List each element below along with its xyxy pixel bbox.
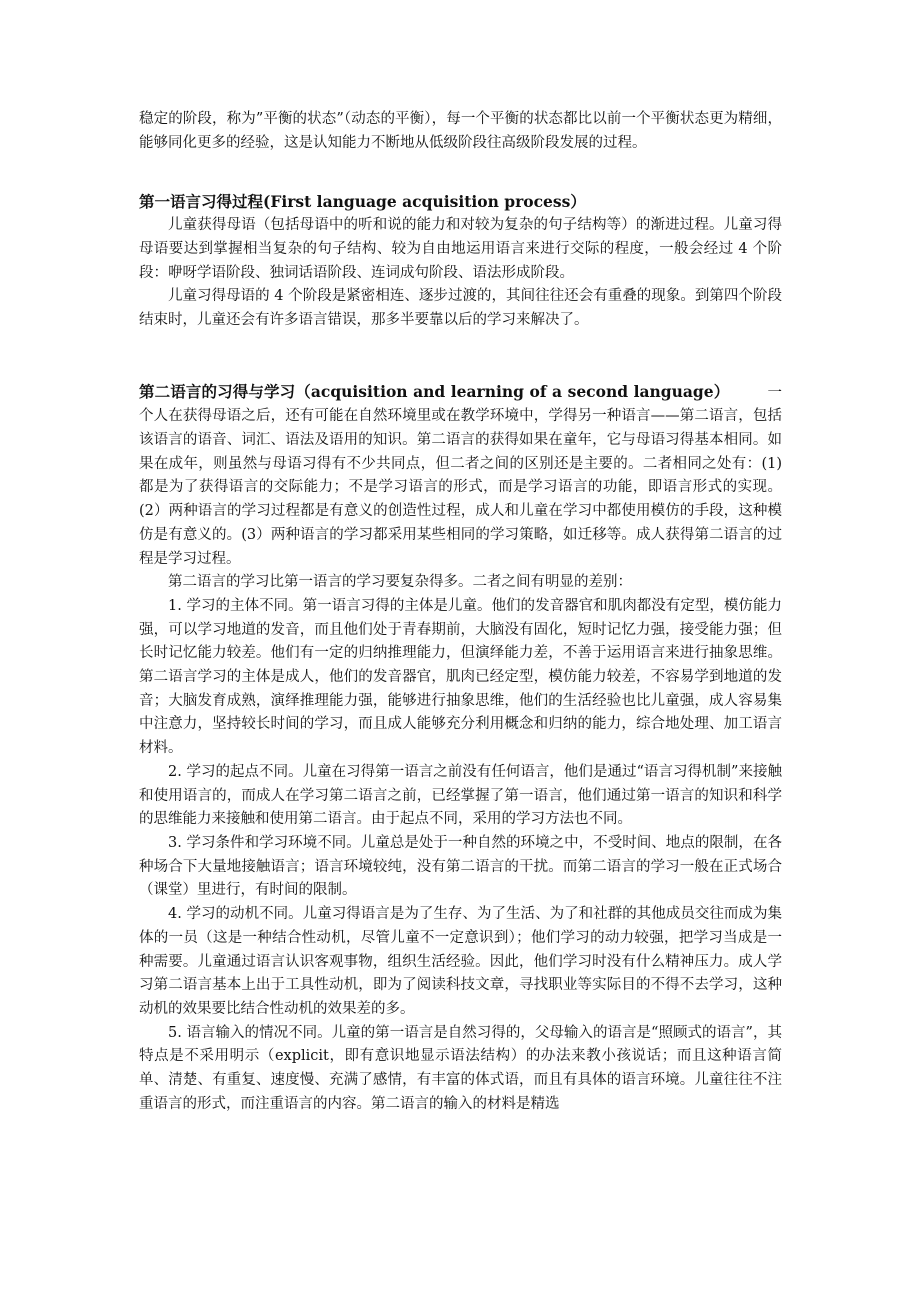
- section2-list-item: 5. 语言输入的情况不同。儿童的第一语言是自然习得的，父母输入的语言是“照顾式的语言”，其特点是不采用明示（explicit，即有意识地显示语法结构）的办法来教小孩说话；而且这种语言简单、清楚、有重复、速度慢、充满了感情，有丰富的体式语，而且有具体的语言环境。儿童往往不注重语言的形式，而注重语言的内容。第二语言的输入的材料是精选: [139, 1024, 782, 1112]
- section2-paragraph: 第二语言的学习比第一语言的学习要复杂得多。二者之间有明显的差别：: [168, 574, 632, 591]
- section2-heading: 第二语言的习得与学习（acquisition and learning of a second language）: [139, 381, 730, 401]
- section2-list-item: 3. 学习条件和学习环境不同。儿童总是处于一种自然的环境之中，不受时间、地点的限制，在各种场合下大量地接触语言；语言环境较纯，没有第二语言的干扰。而第二语言的学习一般在正式场合（课堂）里进行，有时间的限制。: [139, 834, 782, 899]
- section2-lead-paragraph: [139, 380, 782, 572]
- document-page: [139, 108, 782, 1116]
- section-spacer: [139, 155, 782, 190]
- section1-paragraph: 儿童获得母语（包括母语中的听和说的能力和对较为复杂的句子结构等）的渐进过程。儿童习得母语要达到掌握相当复杂的句子结构、较为自由地运用语言来进行交际的程度，一般会经过 4 个阶段：咿呀学语阶段、独词话语阶段、连词成句阶段、语法形成阶段。: [139, 217, 782, 281]
- section2-lead-text: 一个人在获得母语之后，还有可能在自然环境里或在教学环境中，学得另一种语言——第二语言，包括该语言的语音、词汇、语法及语用的知识。第二语言的获得如果在童年，它与母语习得基本相同。如果在成年，则虽然与母语习得有不少共同点，但二者之间的区别还是主要的。二者相同之处有：(1)都是为了获得语言的交际能力；不是学习语言的形式，而是学习语言的功能，即语言形式的实现。(2）两种语言的学习过程都是有意义的创造性过程，成人和儿童在学习中都使用模仿的手段，这种模仿是有意义的。(3）两种语言的学习都采用某些相同的学习策略，如迁移等。成人获得第二语言的过程是学习过程。: [139, 384, 782, 567]
- section2-list-item: 1. 学习的主体不同。第一语言习得的主体是儿童。他们的发音器官和肌肉都没有定型，模仿能力强，可以学习地道的发音，而且他们处于青春期前，大脑没有固化，短时记忆力强，接受能力强；但长时记忆能力较差。他们有一定的归纳推理能力，但演绎能力差，不善于运用语言来进行抽象思维。第二语言学习的主体是成人，他们的发音器官，肌肉已经定型，模仿能力较差，不容易学到地道的发音；大脑发育成熟，演绎推理能力强，能够进行抽象思维，他们的生活经验也比儿童强，成人容易集中注意力，坚持较长时间的学习，而且成人能够充分利用概念和归纳的能力，综合地处理、加工语言材料。: [139, 597, 782, 757]
- section1-heading: 第一语言习得过程(First language acquisition process）: [139, 192, 586, 212]
- section-spacer: [139, 333, 782, 380]
- intro-paragraph: 稳定的阶段，称为”平衡的状态”（动态的平衡），每一个平衡的状态都比以前一个平衡状态更为精细，能够同化更多的经验，这是认知能力不断地从低级阶段往高级阶段发展的过程。: [139, 111, 782, 151]
- section1-paragraph: 儿童习得母语的 4 个阶段是紧密相连、逐步过渡的，其间往往还会有重叠的现象。到第四个阶段结束时，儿童还会有许多语言错误，那多半要靠以后的学习来解决了。: [139, 288, 782, 328]
- section2-list-item: 4. 学习的动机不同。儿童习得语言是为了生存、为了生活、为了和社群的其他成员交往而成为集体的一员（这是一种结合性动机，尽管儿童不一定意识到）；他们学习的动力较强，把学习当成是一种需要。儿童通过语言认识客观事物，组织生活经验。因此，他们学习时没有什么精神压力。成人学习第二语言基本上出于工具性动机，即为了阅读科技文章，寻找职业等实际目的不得不去学习，这种动机的效果要比结合性动机的效果差的多。: [139, 906, 782, 1017]
- section2-list-item: 2. 学习的起点不同。儿童在习得第一语言之前没有任何语言，他们是通过“语言习得机制”来接触和使用语言的，而成人在学习第二语言之前，已经掌握了第一语言，他们通过第一语言的知识和科学的思维能力来接触和使用第二语言。由于起点不同，采用的学习方法也不同。: [139, 763, 782, 828]
